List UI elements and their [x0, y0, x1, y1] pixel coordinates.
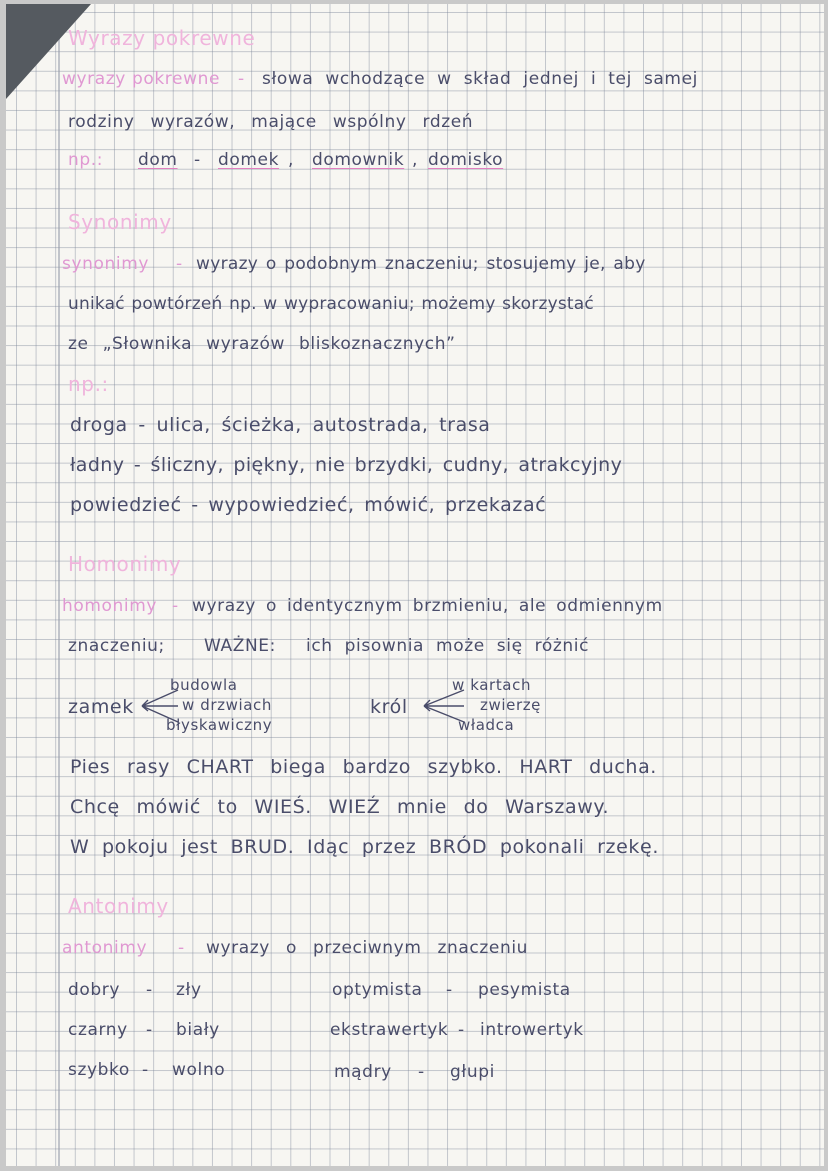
- term-antonimy: antonimy: [62, 938, 148, 958]
- ant-left-3: czarny: [68, 1020, 128, 1040]
- ant-dash-5: -: [142, 1060, 149, 1080]
- def-homonimy-1: wyrazy o identycznym brzmieniu, ale odmiennym: [192, 596, 663, 616]
- def-antonimy-1: wyrazy o przeciwnym znaczeniu: [206, 938, 529, 958]
- krol-word: król: [370, 696, 408, 718]
- ant-right-2: pesymista: [478, 980, 571, 1000]
- dash-pokrewne: -: [238, 69, 245, 89]
- zamek-meaning-2: w drzwiach: [182, 696, 272, 714]
- term-pokrewne: wyrazy pokrewne: [62, 69, 221, 89]
- hom-sentence-1: Pies rasy CHART biega bardzo szybko. HART ducha.: [70, 756, 657, 778]
- dash-antonimy: -: [178, 938, 185, 958]
- ant-right-3: biały: [176, 1020, 220, 1040]
- syn-example-2: ładny - śliczny, piękny, nie brzydki, cudny, atrakcyjny: [70, 454, 623, 476]
- hom-sentence-2: Chcę mówić to WIEŚ. WIEŹ mnie do Warszawy.: [70, 796, 610, 818]
- heading-synonimy: Synonimy: [68, 210, 172, 234]
- krol-arrows-icon: [420, 684, 470, 730]
- ex-comma-2: ,: [412, 150, 419, 170]
- term-homonimy: homonimy: [62, 596, 158, 616]
- def-synonimy-1: wyrazy o podobnym znaczeniu; stosujemy je, aby: [196, 254, 646, 274]
- ant-right-5: wolno: [172, 1060, 226, 1080]
- ant-dash-4: -: [458, 1020, 465, 1040]
- heading-pokrewne: Wyrazy pokrewne: [68, 26, 256, 50]
- ex-dom: dom: [138, 150, 178, 170]
- krol-meaning-2: zwierzę: [480, 696, 542, 714]
- zamek-meaning-1: budowla: [170, 676, 238, 694]
- ex-dash: -: [194, 150, 201, 170]
- np-synonimy: np.:: [68, 372, 109, 396]
- ant-left-4: ekstrawertyk: [330, 1020, 449, 1040]
- ant-right-6: głupi: [450, 1062, 495, 1082]
- def-homonimy-2c: ich pisownia może się różnić: [306, 636, 590, 656]
- def-synonimy-3: ze „Słownika wyrazów bliskoznacznych”: [68, 334, 456, 354]
- zamek-meaning-3: błyskawiczny: [166, 716, 273, 734]
- ex-domisko: domisko: [428, 150, 504, 170]
- ex-domek: domek: [218, 150, 280, 170]
- margin-line: [58, 4, 60, 1166]
- zamek-word: zamek: [68, 696, 134, 718]
- ant-right-4: introwertyk: [480, 1020, 584, 1040]
- def-pokrewne-1: słowa wchodzące w skład jednej i tej samej: [262, 69, 698, 89]
- np-pokrewne: np.:: [68, 150, 104, 170]
- def-homonimy-2a: znaczeniu;: [68, 636, 165, 656]
- ant-left-5: szybko: [68, 1060, 130, 1080]
- krol-meaning-1: w kartach: [452, 676, 532, 694]
- def-synonimy-2: unikać powtórzeń np. w wypracowaniu; możemy skorzystać: [68, 294, 594, 314]
- def-homonimy-2b: WAŻNE:: [204, 636, 276, 656]
- ant-dash-1: -: [146, 980, 153, 1000]
- ant-left-6: mądry: [334, 1062, 392, 1082]
- heading-antonimy: Antonimy: [68, 894, 169, 918]
- heading-homonimy: Homonimy: [68, 552, 182, 576]
- ant-right-1: zły: [176, 980, 202, 1000]
- zamek-arrows-icon: [138, 684, 184, 730]
- ant-left-2: optymista: [332, 980, 423, 1000]
- def-pokrewne-2: rodziny wyrazów, mające wspólny rdzeń: [68, 112, 474, 132]
- ex-domownik: domownik: [312, 150, 405, 170]
- krol-meaning-3: władca: [458, 716, 515, 734]
- dash-homonimy: -: [172, 596, 179, 616]
- notebook-page: [6, 4, 824, 1166]
- term-synonimy: synonimy: [62, 254, 150, 274]
- syn-example-3: powiedzieć - wypowiedzieć, mówić, przekazać: [70, 494, 547, 516]
- ex-comma-1: ,: [288, 150, 295, 170]
- hom-sentence-3: W pokoju jest BRUD. Idąc przez BRÓD pokonali rzekę.: [70, 836, 659, 858]
- syn-example-1: droga - ulica, ścieżka, autostrada, trasa: [70, 414, 491, 436]
- ant-left-1: dobry: [68, 980, 121, 1000]
- dash-synonimy: -: [176, 254, 183, 274]
- ant-dash-3: -: [146, 1020, 153, 1040]
- ant-dash-2: -: [446, 980, 453, 1000]
- ant-dash-6: -: [418, 1062, 425, 1082]
